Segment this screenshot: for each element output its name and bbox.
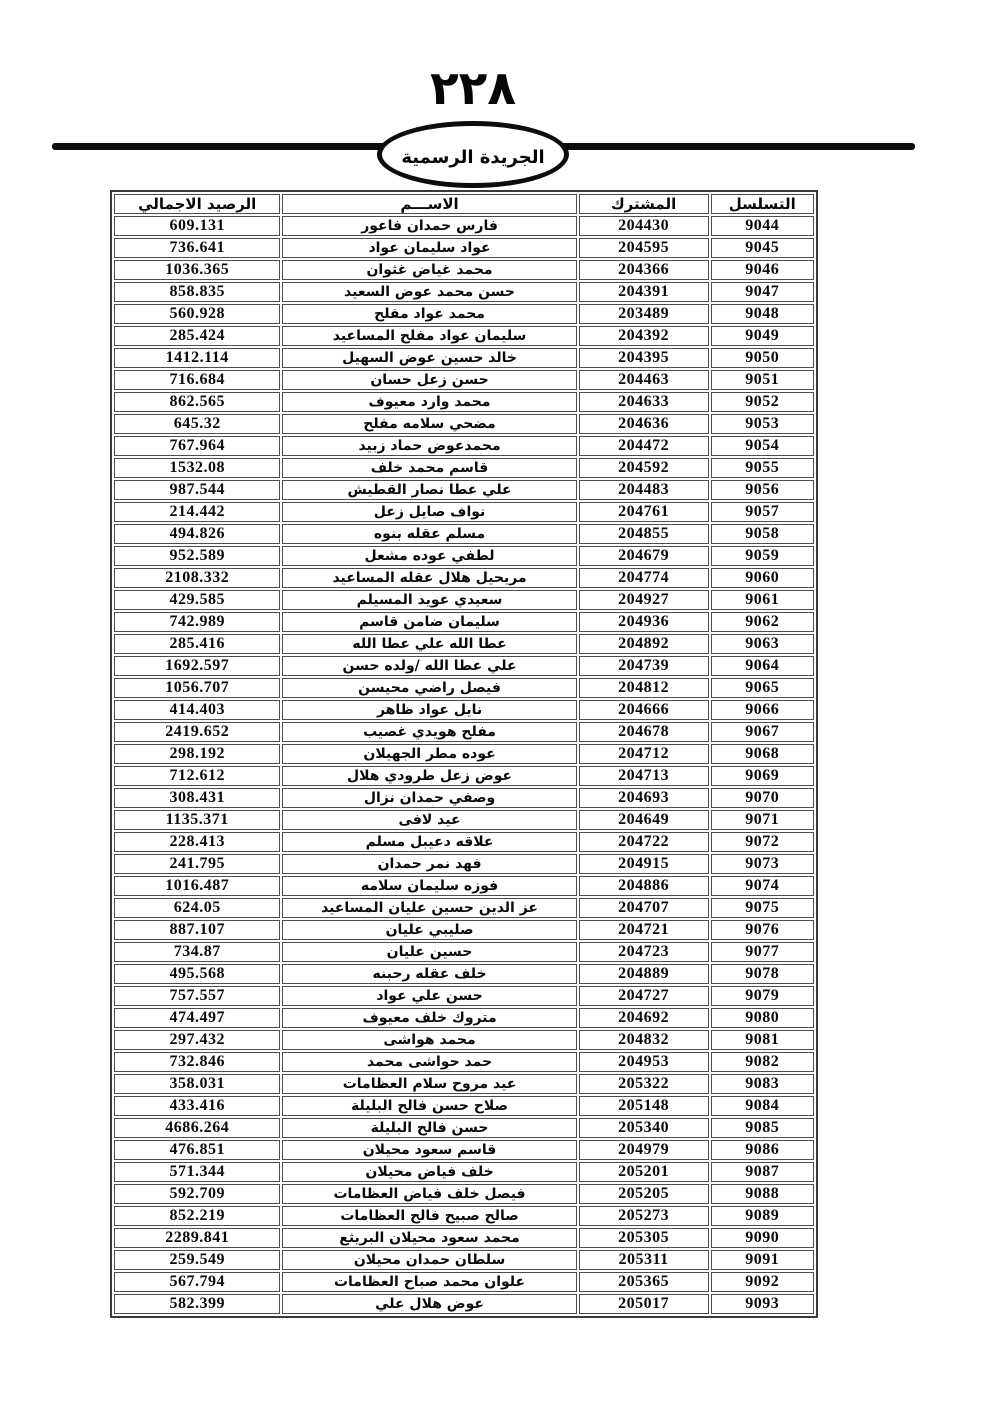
balance-cell: 1056.707 [114,678,280,698]
name-cell: فهد نمر حمدان [282,854,576,874]
name-cell: سعيدي عويد المسيلم [282,590,576,610]
table-row [114,590,814,610]
balance-cell: 2108.332 [114,568,280,588]
table-row [114,1228,814,1248]
serial-cell: 9080 [711,1008,814,1028]
balance-cell: 582.399 [114,1294,280,1314]
table-row [114,1074,814,1094]
serial-cell: 9053 [711,414,814,434]
serial-cell: 9092 [711,1272,814,1292]
column-header-subscriber: المشترك [579,194,709,214]
subscriber-cell: 204483 [579,480,709,500]
balance-cell: 757.557 [114,986,280,1006]
serial-cell: 9057 [711,502,814,522]
table-row [114,700,814,720]
table-row [114,1294,814,1314]
balance-cell: 887.107 [114,920,280,940]
subscriber-cell: 204633 [579,392,709,412]
subscriber-cell: 204722 [579,832,709,852]
table-row [114,810,814,830]
subscriber-cell: 204832 [579,1030,709,1050]
table-row [114,1096,814,1116]
balance-cell: 712.612 [114,766,280,786]
name-cell: علاقه دعيبل مسلم [282,832,576,852]
name-cell: عز الدين حسين عليان المساعيد [282,898,576,918]
subscriber-cell: 204889 [579,964,709,984]
subscriber-cell: 205017 [579,1294,709,1314]
serial-cell: 9088 [711,1184,814,1204]
table-row [114,546,814,566]
balance-cell: 297.432 [114,1030,280,1050]
table-row [114,678,814,698]
subscriber-cell: 204595 [579,238,709,258]
balance-cell: 476.851 [114,1140,280,1160]
subscriber-cell: 204592 [579,458,709,478]
serial-cell: 9046 [711,260,814,280]
name-cell: محمد سعود محيلان البريثع [282,1228,576,1248]
balance-cell: 285.424 [114,326,280,346]
name-cell: عيد لافى [282,810,576,830]
subscriber-cell: 205273 [579,1206,709,1226]
balance-cell: 852.219 [114,1206,280,1226]
balance-cell: 732.846 [114,1052,280,1072]
table-row [114,304,814,324]
name-cell: فيصل راضي محيسن [282,678,576,698]
balance-cell: 645.32 [114,414,280,434]
balance-cell: 716.684 [114,370,280,390]
serial-cell: 9093 [711,1294,814,1314]
name-cell: حسن محمد عوض السعيد [282,282,576,302]
name-cell: حسن فالح البليلة [282,1118,576,1138]
balance-cell: 228.413 [114,832,280,852]
serial-cell: 9086 [711,1140,814,1160]
subscriber-cell: 204761 [579,502,709,522]
name-cell: علي عطا الله /ولده حسن [282,656,576,676]
name-cell: مضحي سلامه مفلح [282,414,576,434]
name-cell: مفلح هويدي غصيب [282,722,576,742]
serial-cell: 9048 [711,304,814,324]
table-row [114,480,814,500]
serial-cell: 9089 [711,1206,814,1226]
subscriber-cell: 204678 [579,722,709,742]
serial-cell: 9069 [711,766,814,786]
subscriber-cell: 204392 [579,326,709,346]
name-cell: خلف فياض محيلان [282,1162,576,1182]
subscriber-cell: 205205 [579,1184,709,1204]
table-row [114,1184,814,1204]
serial-cell: 9066 [711,700,814,720]
serial-cell: 9061 [711,590,814,610]
subscriber-cell: 204721 [579,920,709,940]
name-cell: قاسم محمد خلف [282,458,576,478]
balance-cell: 624.05 [114,898,280,918]
serial-cell: 9081 [711,1030,814,1050]
table-row [114,1162,814,1182]
serial-cell: 9073 [711,854,814,874]
balance-cell: 567.794 [114,1272,280,1292]
table-body [114,216,814,1314]
name-cell: عواد سليمان عواد [282,238,576,258]
subscriber-cell: 204812 [579,678,709,698]
table-row [114,854,814,874]
serial-cell: 9045 [711,238,814,258]
serial-cell: 9060 [711,568,814,588]
balance-cell: 214.442 [114,502,280,522]
table-row [114,326,814,346]
name-cell: حسن زعل حسان [282,370,576,390]
serial-cell: 9070 [711,788,814,808]
balance-cell: 952.589 [114,546,280,566]
table-row [114,744,814,764]
table-row [114,260,814,280]
serial-cell: 9049 [711,326,814,346]
name-cell: محمد هواشى [282,1030,576,1050]
balance-cell: 1692.597 [114,656,280,676]
name-cell: عوض هلال علي [282,1294,576,1314]
name-cell: خلف عقله رحبنه [282,964,576,984]
table-row [114,920,814,940]
serial-cell: 9064 [711,656,814,676]
balance-cell: 2289.841 [114,1228,280,1248]
table-row [114,502,814,522]
name-cell: فوزه سليمان سلامه [282,876,576,896]
serial-cell: 9072 [711,832,814,852]
table-row [114,898,814,918]
table-row [114,612,814,632]
serial-cell: 9044 [711,216,814,236]
balance-cell: 433.416 [114,1096,280,1116]
name-cell: سلطان حمدان محيلان [282,1250,576,1270]
table-row [114,348,814,368]
subscriber-cell: 204679 [579,546,709,566]
table-row [114,436,814,456]
balance-cell: 241.795 [114,854,280,874]
serial-cell: 9054 [711,436,814,456]
serial-cell: 9077 [711,942,814,962]
column-header-serial: التسلسل [711,194,814,214]
subscriber-cell: 203489 [579,304,709,324]
balance-cell: 858.835 [114,282,280,302]
balance-cell: 4686.264 [114,1118,280,1138]
subscriber-cell: 204855 [579,524,709,544]
serial-cell: 9087 [711,1162,814,1182]
balance-cell: 2419.652 [114,722,280,742]
serial-cell: 9068 [711,744,814,764]
subscriber-cell: 204727 [579,986,709,1006]
table-row [114,876,814,896]
balance-cell: 308.431 [114,788,280,808]
serial-cell: 9075 [711,898,814,918]
subscriber-cell: 205322 [579,1074,709,1094]
balance-cell: 285.416 [114,634,280,654]
serial-cell: 9071 [711,810,814,830]
subscriber-cell: 204936 [579,612,709,632]
gazette-banner-ellipse [377,121,569,188]
balance-cell: 736.641 [114,238,280,258]
subscriber-cell: 205311 [579,1250,709,1270]
balance-cell: 298.192 [114,744,280,764]
name-cell: حسن علي عواد [282,986,576,1006]
page-number: ٢٢٨ [429,63,517,115]
serial-cell: 9055 [711,458,814,478]
serial-cell: 9091 [711,1250,814,1270]
name-cell: مريحيل هلال عقله المساعيد [282,568,576,588]
serial-cell: 9050 [711,348,814,368]
serial-cell: 9051 [711,370,814,390]
table-row [114,722,814,742]
table-row [114,1052,814,1072]
balance-cell: 358.031 [114,1074,280,1094]
name-cell: عيد مروح سلام العظامات [282,1074,576,1094]
table-row [114,1250,814,1270]
table-row [114,942,814,962]
table-row [114,392,814,412]
subscriber-cell: 204395 [579,348,709,368]
subscriber-cell: 204463 [579,370,709,390]
name-cell: صليبي عليان [282,920,576,940]
table-row [114,788,814,808]
balance-cell: 734.87 [114,942,280,962]
subscriber-cell: 204636 [579,414,709,434]
gazette-banner-title: الجريدة الرسمية [401,147,545,168]
serial-cell: 9083 [711,1074,814,1094]
balance-cell: 1412.114 [114,348,280,368]
name-cell: حمد حواشى محمد [282,1052,576,1072]
subscriber-cell: 204723 [579,942,709,962]
table-row [114,1206,814,1226]
subscriber-cell: 204774 [579,568,709,588]
table-row [114,524,814,544]
balance-cell: 429.585 [114,590,280,610]
serial-cell: 9065 [711,678,814,698]
table-row [114,414,814,434]
name-cell: محمد عواد مفلح [282,304,576,324]
name-cell: حسين عليان [282,942,576,962]
table-row [114,964,814,984]
subscriber-cell: 204892 [579,634,709,654]
serial-cell: 9056 [711,480,814,500]
subscriber-cell: 204666 [579,700,709,720]
balance-cell: 742.989 [114,612,280,632]
name-cell: عطا الله علي عطا الله [282,634,576,654]
name-cell: فارس حمدان فاعور [282,216,576,236]
balance-cell: 259.549 [114,1250,280,1270]
serial-cell: 9067 [711,722,814,742]
name-cell: لطفي عوده مشعل [282,546,576,566]
subscriber-cell: 204713 [579,766,709,786]
name-cell: عوض زعل طرودي هلال [282,766,576,786]
subscriber-cell: 204712 [579,744,709,764]
serial-cell: 9062 [711,612,814,632]
table-row [114,1140,814,1160]
serial-cell: 9076 [711,920,814,940]
table-row [114,766,814,786]
name-cell: علوان محمد صباح العظامات [282,1272,576,1292]
name-cell: عوده مطر الجهيلان [282,744,576,764]
subscriber-cell: 204366 [579,260,709,280]
serial-cell: 9084 [711,1096,814,1116]
serial-cell: 9059 [711,546,814,566]
name-cell: مسلم عقله بنوه [282,524,576,544]
serial-cell: 9082 [711,1052,814,1072]
serial-cell: 9085 [711,1118,814,1138]
balance-cell: 1532.08 [114,458,280,478]
name-cell: خالد حسين عوض السهيل [282,348,576,368]
name-cell: محمدعوض حماد زبيد [282,436,576,456]
subscriber-cell: 204886 [579,876,709,896]
balance-cell: 474.497 [114,1008,280,1028]
table-row [114,568,814,588]
balance-cell: 494.826 [114,524,280,544]
subscriber-cell: 204472 [579,436,709,456]
subscriber-cell: 205305 [579,1228,709,1248]
subscriber-cell: 204953 [579,1052,709,1072]
subscriber-cell: 205340 [579,1118,709,1138]
table-row [114,656,814,676]
name-cell: محمد غياض غثوان [282,260,576,280]
subscriber-cell: 204739 [579,656,709,676]
name-cell: نايل عواد ظاهر [282,700,576,720]
serial-cell: 9047 [711,282,814,302]
table-header-row [114,194,814,214]
serial-cell: 9074 [711,876,814,896]
table-row [114,238,814,258]
table-row [114,282,814,302]
balance-cell: 1135.371 [114,810,280,830]
column-header-name: الاســـم [282,194,576,214]
serial-cell: 9090 [711,1228,814,1248]
subscriber-cell: 204430 [579,216,709,236]
name-cell: سليمان عواد مفلح المساعيد [282,326,576,346]
table-row [114,1008,814,1028]
subscriber-cell: 205365 [579,1272,709,1292]
subscriber-cell: 204649 [579,810,709,830]
subscriber-cell: 204927 [579,590,709,610]
serial-cell: 9063 [711,634,814,654]
table-row [114,216,814,236]
table-row [114,986,814,1006]
balance-cell: 609.131 [114,216,280,236]
name-cell: صالح صبيح فالح العظامات [282,1206,576,1226]
balance-cell: 987.544 [114,480,280,500]
subscriber-cell: 204692 [579,1008,709,1028]
balance-cell: 495.568 [114,964,280,984]
name-cell: نواف صايل زعل [282,502,576,522]
name-cell: سليمان ضامن قاسم [282,612,576,632]
table-row [114,634,814,654]
table-row [114,370,814,390]
subscriber-cell: 204391 [579,282,709,302]
table-row [114,458,814,478]
subscriber-cell: 204979 [579,1140,709,1160]
name-cell: وصفي حمدان نزال [282,788,576,808]
table-row [114,1118,814,1138]
balance-cell: 560.928 [114,304,280,324]
balance-cell: 1016.487 [114,876,280,896]
serial-cell: 9079 [711,986,814,1006]
subscriber-cell: 205201 [579,1162,709,1182]
balance-cell: 414.403 [114,700,280,720]
serial-cell: 9058 [711,524,814,544]
name-cell: علي عطا نصار القطيش [282,480,576,500]
serial-cell: 9052 [711,392,814,412]
serial-cell: 9078 [711,964,814,984]
name-cell: محمد وارد معيوف [282,392,576,412]
balance-cell: 862.565 [114,392,280,412]
column-header-balance: الرصيد الاجمالي [114,194,280,214]
table-row [114,1272,814,1292]
table-row [114,1030,814,1050]
balance-cell: 767.964 [114,436,280,456]
table-row [114,832,814,852]
name-cell: متروك خلف معيوف [282,1008,576,1028]
balance-cell: 592.709 [114,1184,280,1204]
name-cell: فيصل خلف فياض العظامات [282,1184,576,1204]
subscriber-table [110,190,818,1318]
subscriber-cell: 204707 [579,898,709,918]
subscriber-table-container [110,190,818,1318]
name-cell: صلاح حسن فالح البليلة [282,1096,576,1116]
balance-cell: 1036.365 [114,260,280,280]
name-cell: قاسم سعود محيلان [282,1140,576,1160]
balance-cell: 571.344 [114,1162,280,1182]
subscriber-cell: 204693 [579,788,709,808]
subscriber-cell: 204915 [579,854,709,874]
subscriber-cell: 205148 [579,1096,709,1116]
